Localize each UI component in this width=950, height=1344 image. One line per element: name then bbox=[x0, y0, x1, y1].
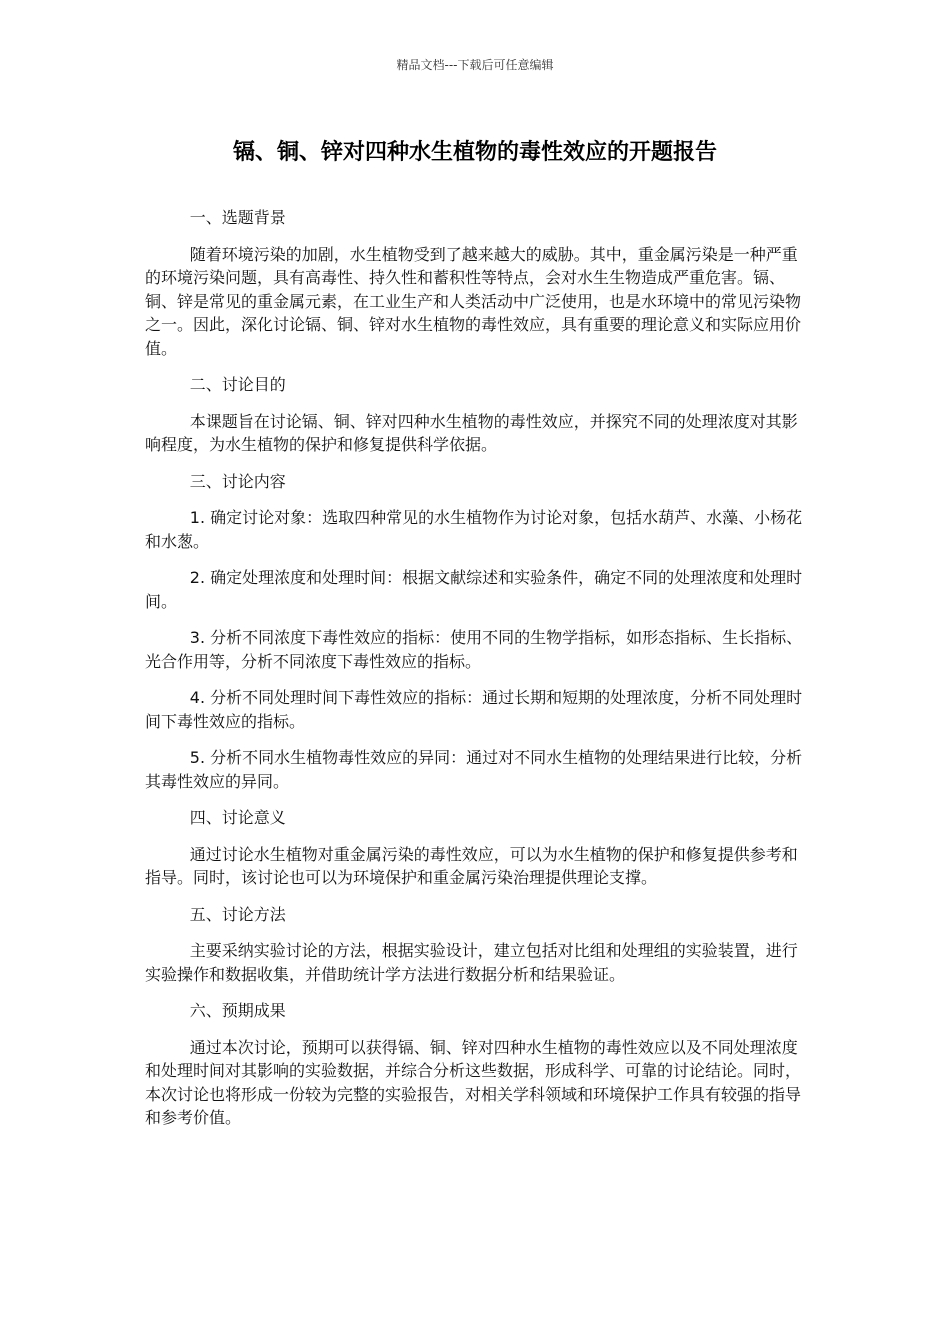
list-item-content-4: 4. 分析不同处理时间下毒性效应的指标：通过长期和短期的处理浓度，分析不同处理时间下毒性效应的指标。 bbox=[145, 688, 803, 731]
paragraph-background: 随着环境污染的加剧，水生植物受到了越来越大的威胁。其中，重金属污染是一种严重的环境污染问题，具有高毒性、持久性和蓄积性等特点，会对水生生物造成严重危害。镉、铜、锌是常见的重金属元素，在工业生产和人类活动中广泛使用，也是水环境中的常见污染物之一。因此，深化讨论镉、铜、锌对水生植物的毒性效应，具有重要的理论意义和实际应用价值。 bbox=[145, 244, 802, 358]
document-title: 镉、铜、锌对四种水生植物的毒性效应的开题报告 bbox=[232, 140, 717, 165]
section-heading-purpose: 二、讨论目的 bbox=[189, 375, 286, 394]
document-body bbox=[145, 206, 813, 1143]
section-heading-expected-results: 六、预期成果 bbox=[189, 1001, 286, 1020]
paragraph-expected-results: 通过本次讨论，预期可以获得镉、铜、锌对四种水生植物的毒性效应以及不同处理浓度和处理时间对其影响的实验数据，并综合分析这些数据，形成科学、可靠的讨论结论。同时，本次讨论也将形成一份较为完整的实验报告，对相关学科领域和环境保护工作具有较强的指导和参考价值。 bbox=[145, 1037, 802, 1127]
header-note: 精品文档---下载后可任意编辑 bbox=[396, 58, 554, 72]
paragraph-significance: 通过讨论水生植物对重金属污染的毒性效应，可以为水生植物的保护和修复提供参考和指导。同时，该讨论也可以为环境保护和重金属污染治理提供理论支撑。 bbox=[145, 844, 798, 887]
paragraph-purpose: 本课题旨在讨论镉、铜、锌对四种水生植物的毒性效应，并探究不同的处理浓度对其影响程度，为水生植物的保护和修复提供科学依据。 bbox=[145, 411, 798, 454]
section-heading-methods: 五、讨论方法 bbox=[189, 904, 286, 924]
paragraph-methods: 主要采纳实验讨论的方法，根据实验设计，建立包括对比组和处理组的实验装置，进行实验操作和数据收集，并借助统计学方法进行数据分析和结果验证。 bbox=[145, 941, 798, 984]
section-heading-significance: 四、讨论意义 bbox=[189, 808, 286, 827]
list-item-content-5: 5. 分析不同水生植物毒性效应的异同：通过对不同水生植物的处理结果进行比较，分析其毒性效应的异同。 bbox=[145, 748, 803, 791]
list-item-content-3: 3. 分析不同浓度下毒性效应的指标：使用不同的生物学指标，如形态指标、生长指标、光合作用等，分析不同浓度下毒性效应的指标。 bbox=[145, 628, 803, 671]
section-heading-background: 一、选题背景 bbox=[189, 208, 286, 227]
list-item-content-2: 2. 确定处理浓度和处理时间：根据文献综述和实验条件，确定不同的处理浓度和处理时间。 bbox=[145, 568, 803, 611]
section-heading-content: 三、讨论内容 bbox=[189, 471, 286, 491]
list-item-content-1: 1. 确定讨论对象：选取四种常见的水生植物作为讨论对象，包括水葫芦、水藻、小杨花和水葱。 bbox=[145, 508, 803, 551]
